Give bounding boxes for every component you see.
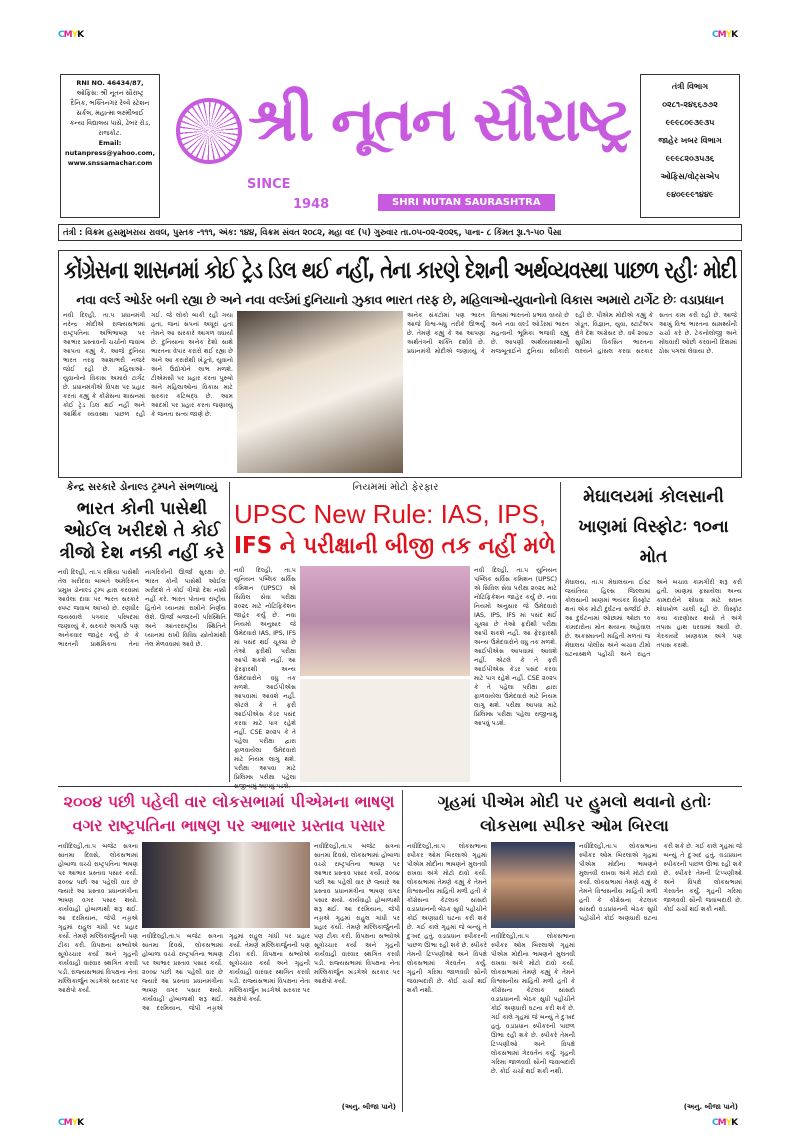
english-name-banner: SHRI NUTAN SAURASHTRA <box>378 194 555 211</box>
chakra-logo-icon <box>176 98 242 164</box>
lead-story <box>58 250 742 478</box>
trump-kicker: કેન્દ્ર સરકારે ડોનાલ્ડ ટ્રમ્પને સંભળાવ્યું <box>66 482 218 493</box>
contact-box: તંત્રી વિભાગ ૦૨૮૧-૨૪૬૬૭૭૨ ૯૯૯૮૦૯૩૯૩૫ જાહેર ખબર વિભાગ ૯૯૯૮૨૦૩૫૩૬ ઓફિસ/વોટ્સએપ ૯૪૦૯૯૯૧૪૪૯ <box>640 74 740 218</box>
trump-oil-story <box>58 482 226 782</box>
meghalaya-headline: મેઘાલયમાં કોલસાની ખાણમાં વિસ્ફોટઃ ૧૦ના મોત <box>578 487 729 567</box>
loksabha-body-middle: નવીદિલ્હી,તા.૫ બજેટ સત્રના સાતમા દિવસે, લોકસભામાં હોબાળા વચ્ચે રાષ્ટ્રપતિના ભાષણ પર આભાર પ્રસ્તાવ પસાર કર્યો. ૨૦૦૪ પછી આ પહેલી વાર છે જ્યારે આ પ્રસ્તાવ પ્રધાનમંત્રીના ભાષણ વગર પસાર થયો. કાર્યવાહી હોબાળાથી શરૂ થઈ. આ દરમિયાન, જેપી નડ્ડાએ ગૃહમાં રાહુલ ગાંધી પર પ્રહાર કર્યો. તેમણે મલ્લિકાર્જુનની પણ ટીકા કરી. વિપક્ષના સભ્યોએ સૂત્રોચ્ચાર કર્યા અને ગૃહની કાર્યવાહી વારંવાર સ્થગિત કરવી પડી. રાજ્યસભામાં વિપક્ષના નેતા મલ્લિકાર્જુન ખડગેએ સરકાર પર આક્ષેપો કર્યા. <box>142 933 310 1012</box>
birla-body: નવીદિલ્હી,તા.૫ લોકસભાના સ્પીકર ઓમ બિરલાએ ગૃહમાં પીએમ મોદીના ભાષણને મુલતવી રાખવા અંગે મોટો દાવો કર્યો. લોકસભામાં તેમણે કહ્યું કે તેમને વિશ્વસનીય માહિતી મળી હતી કે કોંગ્રેસના કેટલાક સાંસદો વડાપ્રધાનની બેઠક સુધી પહોંચીને કોઈ અણધારી ઘટના કરી શકે છે. ગઈ કાલે ગૃહમાં જે બન્યું તે દુઃખદ હતું. વડાપ્રધાન સ્પીકરની પાછળ ઊભા રહી શકે છે. સ્પીકરે તેમની ટિપ્પણીઓ અને વિપક્ષે લોકસભામાં ગેરવર્તન કર્યું. ગૃહની ગરિમા જાળવવી સૌની જવાબદારી છે. કોઈ ચર્ચા થઈ શકી નથી. <box>407 843 487 994</box>
section-divider <box>58 786 742 787</box>
cmyk-mark-bottom-left: CMYK <box>58 1118 84 1128</box>
birla-story <box>402 790 742 1112</box>
cmyk-mark-top-left: CMYK <box>58 30 84 40</box>
lead-subheadline: નવા વર્લ્ડ ઓર્ડર બની રહ્યા છે અને નવા વર્લ્ડમાં દુનિયાનો ઝુકાવ ભારત તરફ છે, મહિલાઓ-યુવાનોનો વિકાસ અમારો ટાર્ગેટ છેઃ વડાપ્રધાન <box>76 292 724 307</box>
since-year: 1948 <box>293 197 330 212</box>
newspaper-title: શ્રી નૂતન સૌરાષ્ટ્ર <box>248 85 631 155</box>
dateline-bar: તંત્રી : વિક્રમ હસમુખરાય રાવલ, પુસ્તક -૧૧૧, અંક: ૧૪૪, વિક્રમ સંવત ૨૦૮૨, મહા વદ (૫) ગુરુવાર તા.૦૫-૦૨-૨૦૨૬, પાના- ૮ કિંમત રૂા.૧-૫૦ પૈસા <box>58 224 742 241</box>
newspaper-title-wrap <box>248 80 632 164</box>
modi-photo <box>237 311 403 473</box>
upsc-body: નવી દિલ્હી, તા.૫ યુનિયન પબ્લિક સર્વિસ કમિશન (UPSC) એ સિવિલ સેવા પરીક્ષા ૨૦૨૬ માટે નોટિફિકેશન જાહેર કર્યું છે. નવા નિયમો અનુસાર જે ઉમેદવારો IAS, IPS, IFS માં પસંદ થઈ ચૂક્યા છે તેઓ ફરીથી પરીક્ષા આપી શકશે નહીં. આ ફેરફારથી અન્ય ઉમેદવારોને વધુ તક મળશે. આઈપીએસ આપવામાં આવશે નહીં. એટલે કે તે ફરી આઈપીએસ કેડર પસંદ કરવા માટે પાત્ર રહેશે નહીં. CSE ૨૦૨૫ કે તે પહેલા પરીક્ષા દ્વારા ફાળવાયેલા ઉમેદવારો માટે નિયમ લાગુ થશે. પરીક્ષા આપવા માટે પ્રિલિમ્સ પરીક્ષા પહેલા રાજીનામું આપવું પડશે. <box>234 566 296 790</box>
birla-continued: (અનુ. બીજા પાને) <box>683 1103 738 1111</box>
birla-body-right: નવીદિલ્હી,તા.૫ લોકસભાના સ્પીકર ઓમ બિરલાએ ગૃહમાં પીએમ મોદીના ભાષણને મુલતવી રાખવા અંગે મોટો દાવો કર્યો. લોકસભામાં તેમણે કહ્યું કે તેમને વિશ્વસનીય માહિતી મળી હતી કે કોંગ્રેસના કેટલાક સાંસદો વડાપ્રધાનની બેઠક સુધી પહોંચીને કોઈ અણધારી ઘટના કરી શકે છે. ગઈ કાલે ગૃહમાં જે બન્યું તે દુઃખદ હતું. વડાપ્રધાન સ્પીકરની પાછળ ઊભા રહી શકે છે. સ્પીકરે તેમની ટિપ્પણીઓ અને વિપક્ષે લોકસભામાં ગેરવર્તન કર્યું. ગૃહની ગરિમા જાળવવી સૌની જવાબદારી છે. કોઈ ચર્ચા થઈ શકી નથી. <box>579 843 742 922</box>
nadda-kharge-photo <box>142 842 310 928</box>
upsc-kicker: નિયમમાં મોટો ફેરફાર <box>352 482 439 493</box>
cmyk-mark-top-right: CMYK <box>712 30 738 40</box>
cmyk-mark-bottom-right: CMYK <box>712 1118 738 1128</box>
om-birla-photo <box>491 842 575 928</box>
loksabha-story <box>58 790 400 1112</box>
loksabha-continued: (અનુ. બીજા પાને) <box>341 1103 396 1111</box>
birla-body-middle: નવીદિલ્હી,તા.૫ લોકસભાના સ્પીકર ઓમ બિરલાએ ગૃહમાં પીએમ મોદીના ભાષણને મુલતવી રાખવા અંગે મોટો દાવો કર્યો. લોકસભામાં તેમણે કહ્યું કે તેમને વિશ્વસનીય માહિતી મળી હતી કે કોંગ્રેસના કેટલાક સાંસદો વડાપ્રધાનની બેઠક સુધી પહોંચીને કોઈ અણધારી ઘટના કરી શકે છે. ગઈ કાલે ગૃહમાં જે બન્યું તે દુઃખદ હતું. વડાપ્રધાન સ્પીકરની પાછળ ઊભા રહી શકે છે. સ્પીકરે તેમની ટિપ્પણીઓ અને વિપક્ષે લોકસભામાં ગેરવર્તન કર્યું. ગૃહની ગરિમા જાળવવી સૌની જવાબદારી છે. કોઈ ચર્ચા થઈ શકી નથી. <box>491 933 575 1075</box>
trump-body: નવી દિલ્હી, તા.૫ રશિયા પાસેથી તેલ ખરીદવા બાબતે અમેરિકન પ્રમુખ ડોનાલ્ડ ટ્રમ્પ દ્વારા કરવામાં આવેલા દાવા પર ભારત સરકારે સ્પષ્ટ જવાબ આપ્યો છે. રણધીર જયસ્વાલે પત્રકાર પરિષદમાં જણાવ્યું કે, સરકારે અગાઉ પણ અનેકવાર જાહેર કર્યું છે કે ભારતની પ્રાથમિકતા તેના નાગરિકોની ઊર્જા સુરક્ષા છે. ભારત કોની પાસેથી ઓઈલ ખરીદશે તે કોઈ ત્રીજો દેશ નક્કી નહીં કરે. ભારત પોતાના રાષ્ટ્રીય હિતોને ધ્યાનમાં રાખીને નિર્ણય લેશે. ઊર્જા બજારની પરિસ્થિતિ અને આંતરરાષ્ટ્રીય સ્થિતિને ધ્યાનમાં રાખી વિવિધ સ્ત્રોતોમાંથી તેલ મેળવવામાં આવે છે. <box>58 568 226 648</box>
publisher-info-box: RNI NO. 46434/87, ઓફિસ: શ્રી નૂતન સૌરાષ્ટ્ર દૈનિક, ભક્તિનગર રેલ્વે સ્ટેશન સર્કલ, મહાત્મા લક્ષ્મીબાઈ કન્યા વિદ્યાલય પાસે, ઢેબર રોડ, રાજકોટ. Email: nutanpress@yahoo.com, www.snssamachar.com <box>60 74 160 218</box>
birla-headline: ગૃહમાં પીએમ મોદી પર હુમલો થવાનો હતોઃ લોકસભા સ્પીકર ઓમ બિરલા <box>437 792 712 835</box>
trump-headline: ભારત કોની પાસેથી ઓઈલ ખરીદશે તે કોઈ ત્રીજો દેશ નક્કી નહીં કરે <box>59 498 225 563</box>
lead-body-right: અનેક સંકટોમાં પણ ભારત આજે વિશ્વ-બંધુ તરીકે ઊભર્યું છે. તેમણે કહ્યું કે આ આપણા અર્થતંત્રની શક્તિ દર્શાવે છે. પ્રધાનમંત્રી મોદીએ જણાવ્યું કે વિશ્વમાં ભારતનો પ્રભાવ વધ્યો છે અને નવા વર્લ્ડ ઓર્ડરમાં ભારત મહત્વની ભૂમિકા ભજવી રહ્યું છે. આપણી અર્થવ્યવસ્થાની મજબૂતાઈને દુનિયા સ્વીકારી રહી છે. પીએમ મોદીએ કહ્યું કે ખેડૂત, વિજ્ઞાન, યુવા, સ્ટાર્ટઅપ ક્ષેત્રે દેશ અગ્રેસર છે. વર્ષ ૨૦૪૭ સુધીમાં વિકસિત ભારતના લક્ષ્યને હાંસલ કરવા સરકાર સતત કામ કરી રહી છે. આજે આખું વિશ્વ ભારતના સામર્થ્યની ચર્ચા કરે છે. ટેકનોલોજી અને મોંઘવારી ઓછી કરવાની દિશામાં ઠોસ પગલાં લેવાયા છે. <box>407 312 737 355</box>
upsc-headline-line1: UPSC New Rule: IAS, IPS, <box>234 498 547 529</box>
since-label: SINCE <box>247 177 291 192</box>
upsc-story <box>229 482 557 790</box>
upsc-body-continued <box>300 679 470 783</box>
lead-body-left: નવી દિલ્હી, તા.૫ પ્રધાનમંત્રી નરેન્દ્ર મોદીએ રાજ્યસભામાં રાષ્ટ્રપતિના અભિભાષણ પર આભાર પ્રસ્તાવની ચર્ચાનો જવાબ આપતા કહ્યું કે, આજે દુનિયા ભારત તરફ આશાભરી નજરે જોઈ રહી છે. મહિલાઓ-યુવાનોનો વિકાસ અમારો ટાર્ગેટ છે. પ્રધાનમંત્રીએ વિપક્ષ પર પ્રહાર કરતાં કહ્યું કે કોંગ્રેસના શાસનમાં કોઈ ટ્રેડ ડિલ થઈ નહીં અને આર્થિક વ્યવસ્થા પાછળ રહી ગઈ. જે લોકો બાકી રહી ગયા હતા, જનાં સપનાં અધૂરાં હતાં તેમને આ સરકારે આગળ વધાર્યા છે. દુનિયાના અનેક દેશો સાથે ભારતના વેપાર કરારો થઈ રહ્યા છે અને આ કરારોથી ખેડૂતો, યુવાનો અને ઉદ્યોગોને લાભ મળશે. ટીએમસી પર પ્રહાર કરતા પુરુષો અને મહિલાઓના વિકાસ માટે સરકાર કટિબદ્ધ છે. આમ આદમી પર પ્રહાર કરતા જણાવ્યું કે જનતા સત્ય જાણે છે. <box>63 312 233 418</box>
upsc-body-right: નવી દિલ્હી, તા.૫ યુનિયન પબ્લિક સર્વિસ કમિશન (UPSC) એ સિવિલ સેવા પરીક્ષા ૨૦૨૬ માટે નોટિફિકેશન જાહેર કર્યું છે. નવા નિયમો અનુસાર જે ઉમેદવારો IAS, IPS, IFS માં પસંદ થઈ ચૂક્યા છે તેઓ ફરીથી પરીક્ષા આપી શકશે નહીં. આ ફેરફારથી અન્ય ઉમેદવારોને વધુ તક મળશે. આઈપીએસ આપવામાં આવશે નહીં. એટલે કે તે ફરી આઈપીએસ કેડર પસંદ કરવા માટે પાત્ર રહેશે નહીં. CSE ૨૦૨૫ કે તે પહેલા પરીક્ષા દ્વારા ફાળવાયેલા ઉમેદવારો માટે નિયમ લાગુ થશે. પરીક્ષા આપવા માટે પ્રિલિમ્સ પરીક્ષા પહેલા રાજીનામું આપવું પડશે. <box>474 566 557 727</box>
loksabha-body-right: નવીદિલ્હી,તા.૫ બજેટ સત્રના સાતમા દિવસે, લોકસભામાં હોબાળા વચ્ચે રાષ્ટ્રપતિના ભાષણ પર આભાર પ્રસ્તાવ પસાર કર્યો. ૨૦૦૪ પછી આ પહેલી વાર છે જ્યારે આ પ્રસ્તાવ પ્રધાનમંત્રીના ભાષણ વગર પસાર થયો. કાર્યવાહી હોબાળાથી શરૂ થઈ. આ દરમિયાન, જેપી નડ્ડાએ ગૃહમાં રાહુલ ગાંધી પર પ્રહાર કર્યો. તેમણે મલ્લિકાર્જુનની પણ ટીકા કરી. વિપક્ષના સભ્યોએ સૂત્રોચ્ચાર કર્યા અને ગૃહની કાર્યવાહી વારંવાર સ્થગિત કરવી પડી. રાજ્યસભામાં વિપક્ષના નેતા મલ્લિકાર્જુન ખડગેએ સરકાર પર આક્ષેપો કર્યા. <box>314 843 400 985</box>
loksabha-headline: ૨૦૦૪ પછી પહેલી વાર લોકસભામાં પીએમના ભાષણ વગર રાષ્ટ્રપતિના ભાષણ પર આભાર પ્રસ્તાવ પસાર <box>63 792 395 835</box>
loksabha-body: નવીદિલ્હી,તા.૫ બજેટ સત્રના સાતમા દિવસે, લોકસભામાં હોબાળા વચ્ચે રાષ્ટ્રપતિના ભાષણ પર આભાર પ્રસ્તાવ પસાર કર્યો. ૨૦૦૪ પછી આ પહેલી વાર છે જ્યારે આ પ્રસ્તાવ પ્રધાનમંત્રીના ભાષણ વગર પસાર થયો. કાર્યવાહી હોબાળાથી શરૂ થઈ. આ દરમિયાન, જેપી નડ્ડાએ ગૃહમાં રાહુલ ગાંધી પર પ્રહાર કર્યો. તેમણે મલ્લિકાર્જુનની પણ ટીકા કરી. વિપક્ષના સભ્યોએ સૂત્રોચ્ચાર કર્યા અને ગૃહની કાર્યવાહી વારંવાર સ્થગિત કરવી પડી. રાજ્યસભામાં વિપક્ષના નેતા મલ્લિકાર્જુન ખડગેએ સરકાર પર આક્ષેપો કર્યા. <box>58 843 138 994</box>
lead-headline: કોંગ્રેસના શાસનમાં કોઈ ટ્રેડ ડિલ થઈ નહીં, તેના કારણે દેશની અર્થવ્યવસ્થા પાછળ રહીઃ મોદી <box>64 256 737 284</box>
upsc-headline-line2: IFS ને પરીક્ષાની બીજી તક નહીં મળે <box>234 532 556 559</box>
meghalaya-story <box>560 482 742 782</box>
upsc-building-photo <box>300 566 470 676</box>
meghalaya-body: મેઘાલય, તા.૫ મેઘાલયના ઈસ્ટ જયંતિયા હિલ્સ જિલ્લામાં કોલસાની ખાણમાં ભયંકર વિસ્ફોટ થતાં એક મોટી દુર્ઘટના સર્જાઈ છે. આ દુર્ઘટનામાં ઓછામાં ઓછા ૧૦ કામદારોના મોત થયાના અહેવાલ છે. અકસ્માતની માહિતી મળતાં જ મેઘાલય પોલીસ અને બચાવ ટીમો ઘટનાસ્થળે પહોંચી અને રાહત અને બચાવ કામગીરી શરૂ કરી હતી. ખાણમાં ફસાયેલા અન્ય કામદારોને શોધવા માટે સઘન શોધખોળ ચાલી રહી છે. વિસ્ફોટ કયા કારણોસર થયો તે અંગે તપાસ હાથ ધરવામાં આવી છે. ગેરકાયદે ખાણકામ અંગે પણ તપાસ કરાશે. <box>565 579 742 658</box>
